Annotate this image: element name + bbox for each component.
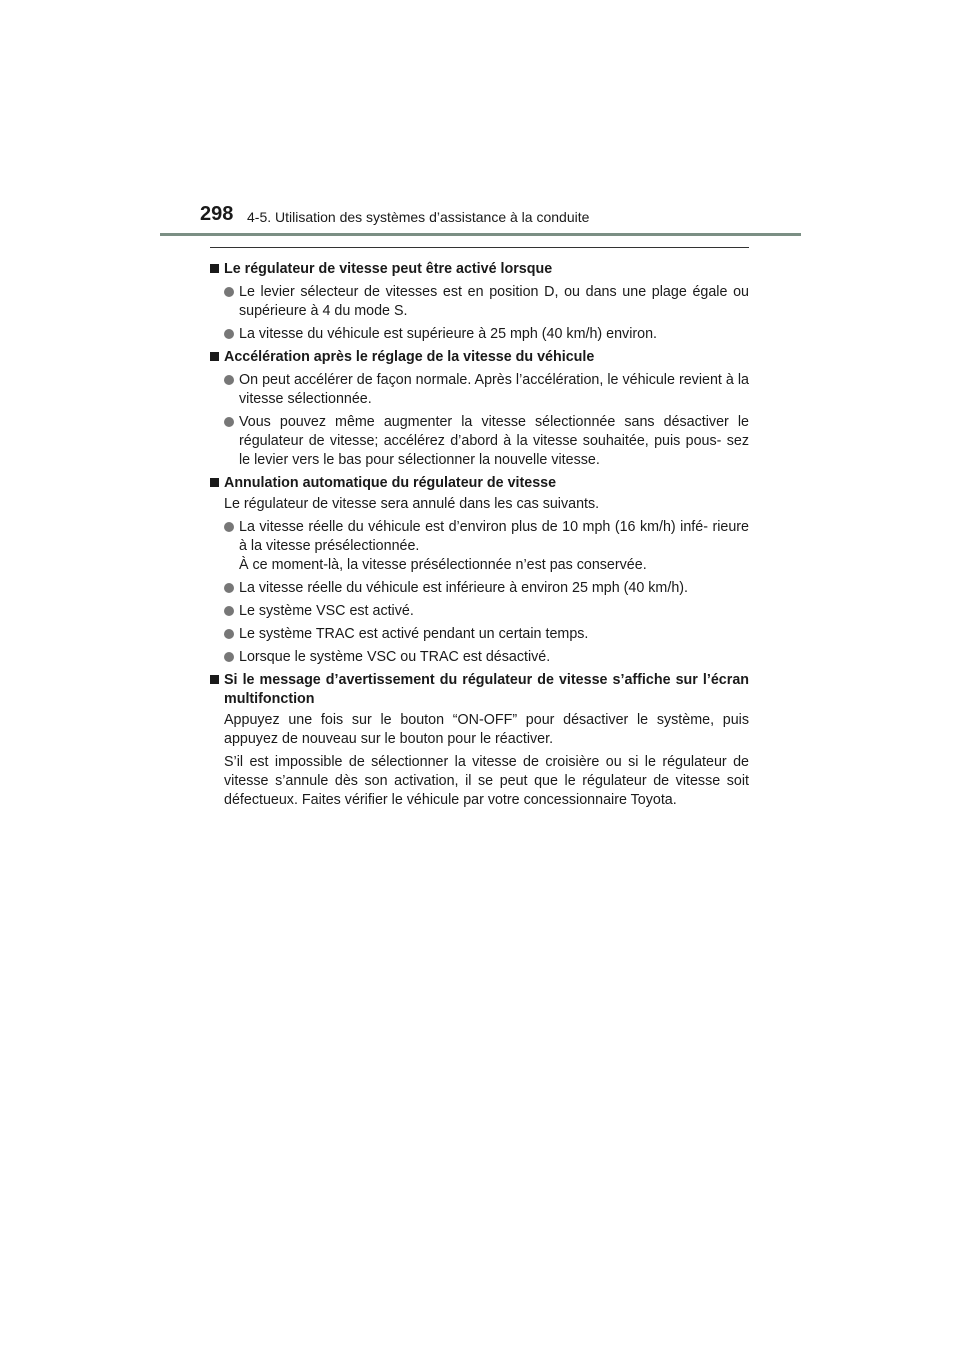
section-intro: Le régulateur de vitesse sera annulé dans les cas suivants. bbox=[224, 496, 600, 512]
paragraph: S’il est impossible de sélectionner la vitesse de croisière ou si le régulateur de vitesse s’annule dès son activation, il se peut que le régulateur de vitesse soit défectueux. Faites vérifier le véhicule par votre concessionnaire Toyota. bbox=[224, 754, 749, 808]
square-bullet-icon bbox=[210, 352, 219, 361]
circle-bullet-icon bbox=[224, 652, 234, 662]
circle-bullet-icon bbox=[224, 417, 234, 427]
square-bullet-icon bbox=[210, 478, 219, 487]
section-acceleration bbox=[210, 348, 749, 470]
list-item: Le système TRAC est activé pendant un certain temps. bbox=[210, 625, 749, 644]
list-item: Le système VSC est activé. bbox=[210, 602, 749, 621]
section-auto-cancel bbox=[210, 474, 749, 667]
section-heading: Annulation automatique du régulateur de vitesse bbox=[210, 474, 749, 493]
page-header bbox=[0, 0, 960, 240]
section-title: 4-5. Utilisation des systèmes d’assistance à la conduite bbox=[247, 209, 590, 225]
section-heading: Le régulateur de vitesse peut être activé lorsque bbox=[210, 260, 749, 279]
section-heading: Si le message d’avertissement du régulateur de vitesse s’affiche sur l’écran multifonction bbox=[210, 671, 749, 709]
square-bullet-icon bbox=[210, 675, 219, 684]
section-heading: Accélération après le réglage de la vitesse du véhicule bbox=[210, 348, 749, 367]
circle-bullet-icon bbox=[224, 583, 234, 593]
square-bullet-icon bbox=[210, 264, 219, 273]
content-rule bbox=[210, 247, 749, 248]
paragraph: Appuyez une fois sur le bouton “ON-OFF” pour désactiver le système, puis appuyez de nouveau sur le bouton pour le réactiver. bbox=[224, 712, 749, 747]
circle-bullet-icon bbox=[224, 329, 234, 339]
section-activation bbox=[210, 260, 749, 344]
page-number: 298 bbox=[200, 203, 234, 225]
bullet-note: À ce moment-là, la vitesse présélectionnée n’est pas conservée. bbox=[239, 557, 647, 573]
circle-bullet-icon bbox=[224, 375, 234, 385]
circle-bullet-icon bbox=[224, 522, 234, 532]
list-item: Lorsque le système VSC ou TRAC est désactivé. bbox=[210, 648, 749, 667]
list-item: La vitesse réelle du véhicule est inférieure à environ 25 mph (40 km/h). bbox=[210, 579, 749, 598]
circle-bullet-icon bbox=[224, 287, 234, 297]
list-item: Vous pouvez même augmenter la vitesse sélectionnée sans désactiver le régulateur de vitesse; accélérez d’abord à la vitesse souhaitée, puis pous- sez le levier vers le bas pour sélectionner la nouvelle vitesse. bbox=[210, 413, 749, 470]
list-item: On peut accélérer de façon normale. Après l’accélération, le véhicule revient à la vitesse sélectionnée. bbox=[210, 371, 749, 409]
list-item: La vitesse réelle du véhicule est d’environ plus de 10 mph (16 km/h) infé- rieure à la vitesse présélectionnée. À ce moment-là, la vitesse présélectionnée n’est pas conservée. bbox=[210, 518, 749, 575]
page-content bbox=[210, 256, 749, 812]
header-rule bbox=[160, 233, 801, 236]
list-item: Le levier sélecteur de vitesses est en position D, ou dans une plage égale ou supérieure à 4 du mode S. bbox=[210, 283, 749, 321]
circle-bullet-icon bbox=[224, 606, 234, 616]
circle-bullet-icon bbox=[224, 629, 234, 639]
section-warning-message bbox=[210, 671, 749, 810]
list-item: La vitesse du véhicule est supérieure à 25 mph (40 km/h) environ. bbox=[210, 325, 749, 344]
